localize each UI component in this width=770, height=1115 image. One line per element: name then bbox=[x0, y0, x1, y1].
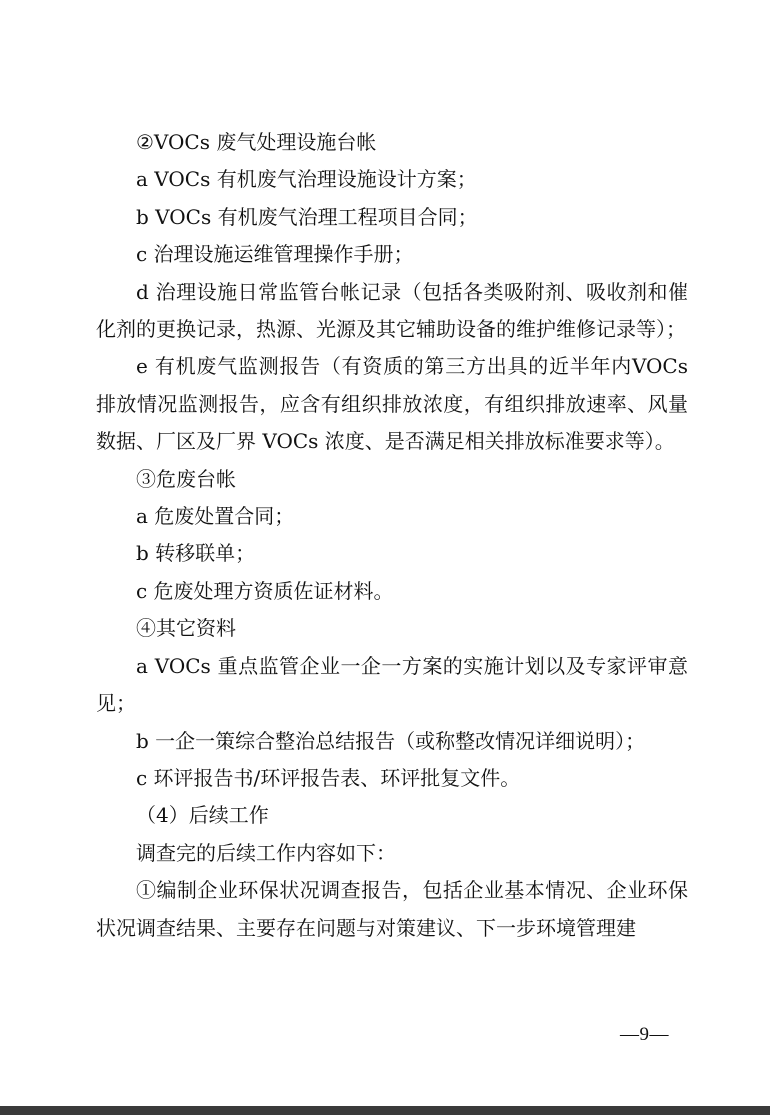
paragraph-follow-up-item-1: ①编制企业环保状况调查报告，包括企业基本情况、企业环保状况调查结果、主要存在问题与对策建议、下一步环境管理建 bbox=[96, 878, 688, 940]
paragraph-item-c-manual: c 治理设施运维管理操作手册； bbox=[136, 242, 414, 267]
paragraph-vocs-ledger-heading: ②VOCs 废气处理设施台帐 bbox=[136, 130, 377, 154]
paragraph-item-e-monitoring: e 有机废气监测报告（有资质的第三方出具的近半年内VOCs 排放情况监测报告，应含有组织排放浓度，有组织排放速率、风量数据、厂区及厂界 VOCs 浓度、是否满足相关排放标准要求等）。 bbox=[96, 354, 688, 454]
paragraph-item-b-transfer: b 转移联单； bbox=[136, 541, 256, 566]
paragraph-hazardous-waste-heading: ③危废台帐 bbox=[136, 466, 236, 491]
document-body bbox=[96, 124, 688, 947]
page-number: —9— bbox=[620, 1024, 669, 1045]
paragraph-item-a-design: a VOCs 有机废气治理设施设计方案； bbox=[136, 167, 477, 192]
paragraph-item-b-summary: b 一企一策综合整治总结报告（或称整改情况详细说明）； bbox=[136, 728, 646, 753]
section-heading-follow-up: （4）后续工作 bbox=[136, 803, 269, 828]
paragraph-item-d-records: d 治理设施日常监管台帐记录（包括各类吸附剂、吸收剂和催化剂的更换记录，热源、光源及其它辅助设备的维护维修记录等）； bbox=[96, 279, 688, 342]
paragraph-follow-up-intro: 调查完的后续工作内容如下： bbox=[136, 840, 396, 865]
paragraph-item-c-eia: c 环评报告书/环评报告表、环评批复文件。 bbox=[136, 765, 521, 790]
viewer-bottom-bar bbox=[0, 1106, 770, 1115]
paragraph-other-materials-heading: ④其它资料 bbox=[136, 616, 236, 641]
paragraph-item-c-qualification: c 危废处理方资质佐证材料。 bbox=[136, 578, 394, 603]
paragraph-item-a-disposal: a 危废处置合同； bbox=[136, 504, 295, 529]
paragraph-item-a-plan: a VOCs 重点监管企业一企一方案的实施计划以及专家评审意见； bbox=[96, 653, 688, 716]
paragraph-item-b-contract: b VOCs 有机废气治理工程项目合同； bbox=[136, 204, 478, 229]
